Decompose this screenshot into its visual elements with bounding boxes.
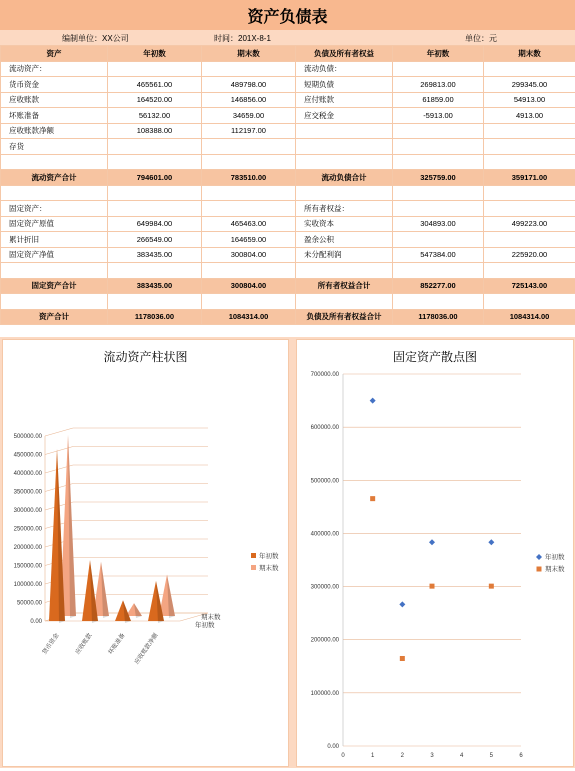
table-cell[interactable] xyxy=(202,139,296,155)
table-cell[interactable] xyxy=(1,263,108,279)
x-tick-label: 2 xyxy=(401,753,405,759)
table-cell[interactable]: 1178036.00 xyxy=(108,309,202,325)
table-header-row xyxy=(1,46,575,62)
table-cell[interactable] xyxy=(484,61,575,77)
y-tick-label: 500000.00 xyxy=(14,434,43,440)
table-row xyxy=(1,61,575,77)
table-cell[interactable] xyxy=(393,185,484,201)
table-cell[interactable] xyxy=(202,294,296,310)
table-cell[interactable]: 资产合计 xyxy=(1,309,108,325)
y-tick-label: 150000.00 xyxy=(14,564,43,570)
table-cell[interactable]: 325759.00 xyxy=(393,170,484,186)
table-cell[interactable]: 负债及所有者权益合计 xyxy=(296,309,393,325)
table-cell[interactable]: 34659.00 xyxy=(202,108,296,124)
table-cell[interactable]: 304893.00 xyxy=(393,216,484,232)
table-cell[interactable] xyxy=(202,263,296,279)
table-cell[interactable]: 流动资产合计 xyxy=(1,170,108,186)
x-tick-label: 货币资金 xyxy=(40,632,60,656)
table-cell[interactable]: 1084314.00 xyxy=(484,309,575,325)
table-row xyxy=(1,77,575,93)
table-row xyxy=(1,201,575,217)
scatter-point xyxy=(399,601,405,607)
y-tick-label: 450000.00 xyxy=(14,453,43,459)
table-cell[interactable]: 应收账款净额 xyxy=(1,123,108,139)
table-cell[interactable] xyxy=(108,139,202,155)
table-cell[interactable]: 未分配利润 xyxy=(296,247,393,263)
table-cell[interactable]: 383435.00 xyxy=(108,278,202,294)
table-cell[interactable] xyxy=(108,263,202,279)
table-cell[interactable] xyxy=(1,154,108,170)
table-row xyxy=(1,232,575,248)
column-header[interactable]: 期末数 xyxy=(484,46,575,62)
y-tick-label: 0.00 xyxy=(327,744,339,750)
scatter-chart-title: 固定资产散点图 xyxy=(297,348,573,365)
table-cell[interactable] xyxy=(393,294,484,310)
table-cell[interactable] xyxy=(484,201,575,217)
y-tick-label: 50000.00 xyxy=(17,601,43,607)
table-cell[interactable]: 266549.00 xyxy=(108,232,202,248)
scatter-chart-panel[interactable] xyxy=(296,339,574,767)
table-cell[interactable] xyxy=(296,154,393,170)
table-cell[interactable] xyxy=(202,201,296,217)
table-cell[interactable]: 225920.00 xyxy=(484,247,575,263)
table-cell[interactable] xyxy=(108,61,202,77)
table-cell[interactable] xyxy=(202,154,296,170)
table-cell[interactable] xyxy=(484,139,575,155)
table-cell[interactable]: 1178036.00 xyxy=(393,309,484,325)
x-tick-label: 5 xyxy=(490,753,494,759)
table-cell[interactable]: 725143.00 xyxy=(484,278,575,294)
table-cell[interactable]: 应付账款 xyxy=(296,92,393,108)
table-cell[interactable] xyxy=(484,232,575,248)
y-tick-label: 700000.00 xyxy=(311,372,340,378)
table-row xyxy=(1,170,575,186)
y-tick-label: 100000.00 xyxy=(311,691,340,697)
table-cell[interactable]: 300804.00 xyxy=(202,247,296,263)
table-row xyxy=(1,139,575,155)
table-cell[interactable]: 实收资本 xyxy=(296,216,393,232)
table-cell[interactable] xyxy=(108,154,202,170)
table-cell[interactable]: 56132.00 xyxy=(108,108,202,124)
table-cell[interactable]: 299345.00 xyxy=(484,77,575,93)
table-cell[interactable] xyxy=(393,201,484,217)
time-label: 时间：201X-8-1 xyxy=(214,33,271,44)
y-tick-label: 300000.00 xyxy=(14,508,43,514)
table-cell[interactable] xyxy=(484,294,575,310)
table-row xyxy=(1,309,575,325)
column-header[interactable]: 年初数 xyxy=(108,46,202,62)
table-cell[interactable]: 累计折旧 xyxy=(1,232,108,248)
bar-chart-panel[interactable] xyxy=(2,339,289,767)
table-cell[interactable] xyxy=(393,154,484,170)
table-cell[interactable]: 499223.00 xyxy=(484,216,575,232)
y-tick-label: 600000.00 xyxy=(311,425,340,431)
scatter-point xyxy=(370,496,375,501)
table-cell[interactable]: 流动负债： xyxy=(296,61,393,77)
table-cell[interactable] xyxy=(484,185,575,201)
column-header[interactable]: 资产 xyxy=(1,46,108,62)
table-cell[interactable]: 所有者权益： xyxy=(296,201,393,217)
table-cell[interactable]: 164659.00 xyxy=(202,232,296,248)
legend-swatch xyxy=(251,553,256,558)
table-row xyxy=(1,278,575,294)
scatter-point xyxy=(488,539,494,545)
column-header[interactable]: 负债及所有者权益 xyxy=(296,46,393,62)
bar-chart-title: 流动资产柱状图 xyxy=(3,348,288,365)
column-header[interactable]: 期末数 xyxy=(202,46,296,62)
table-cell[interactable]: 359171.00 xyxy=(484,170,575,186)
table-cell[interactable]: 应收账款 xyxy=(1,92,108,108)
y-tick-label: 100000.00 xyxy=(14,582,43,588)
table-cell[interactable]: 465463.00 xyxy=(202,216,296,232)
table-row xyxy=(1,263,575,279)
table-row xyxy=(1,247,575,263)
y-tick-label: 200000.00 xyxy=(14,545,43,551)
table-cell[interactable] xyxy=(393,263,484,279)
table-row xyxy=(1,123,575,139)
table-cell[interactable] xyxy=(108,294,202,310)
table-cell[interactable] xyxy=(108,201,202,217)
x-tick-label: 1 xyxy=(371,753,375,759)
balance-sheet-table xyxy=(0,45,575,325)
gridline xyxy=(45,428,73,436)
y-tick-label: 350000.00 xyxy=(14,490,43,496)
table-cell[interactable]: 300804.00 xyxy=(202,278,296,294)
table-cell[interactable]: 547384.00 xyxy=(393,247,484,263)
legend-swatch xyxy=(536,554,542,560)
table-cell[interactable]: 489798.00 xyxy=(202,77,296,93)
y-tick-label: 400000.00 xyxy=(14,471,43,477)
table-cell[interactable] xyxy=(393,139,484,155)
column-header[interactable]: 年初数 xyxy=(393,46,484,62)
table-row xyxy=(1,108,575,124)
table-row xyxy=(1,216,575,232)
table-cell[interactable]: 固定资产： xyxy=(1,201,108,217)
table-cell[interactable]: 383435.00 xyxy=(108,247,202,263)
x-tick-label: 4 xyxy=(460,753,464,759)
table-cell[interactable]: 流动负债合计 xyxy=(296,170,393,186)
sheet-title: 资产负债表 xyxy=(0,0,575,30)
table-cell[interactable] xyxy=(296,294,393,310)
scatter-point xyxy=(370,398,376,404)
table-cell[interactable]: 54913.00 xyxy=(484,92,575,108)
table-row xyxy=(1,154,575,170)
legend-label: 年初数 xyxy=(545,552,565,561)
scatter-point xyxy=(429,539,435,545)
scatter-point xyxy=(400,656,405,661)
table-cell[interactable]: -5913.00 xyxy=(393,108,484,124)
currency-label: 单位：元 xyxy=(465,33,497,44)
table-cell[interactable]: 坏账准备 xyxy=(1,108,108,124)
y-tick-label: 0.00 xyxy=(30,619,42,625)
table-cell[interactable]: 146856.00 xyxy=(202,92,296,108)
table-cell[interactable]: 短期负债 xyxy=(296,77,393,93)
y-tick-label: 200000.00 xyxy=(311,638,340,644)
table-cell[interactable]: 固定资产合计 xyxy=(1,278,108,294)
table-cell[interactable]: 112197.00 xyxy=(202,123,296,139)
table-cell[interactable] xyxy=(393,61,484,77)
table-cell[interactable]: 盈余公积 xyxy=(296,232,393,248)
table-row xyxy=(1,92,575,108)
table-cell[interactable] xyxy=(393,232,484,248)
table-row xyxy=(1,185,575,201)
table-cell[interactable]: 852277.00 xyxy=(393,278,484,294)
table-cell[interactable]: 所有者权益合计 xyxy=(296,278,393,294)
x-tick-label: 0 xyxy=(341,753,345,759)
table-cell[interactable]: 783510.00 xyxy=(202,170,296,186)
table-cell[interactable] xyxy=(296,123,393,139)
legend-label: 期末数 xyxy=(545,564,565,573)
scatter-point xyxy=(489,584,494,589)
table-cell[interactable]: 固定资产原值 xyxy=(1,216,108,232)
legend-swatch xyxy=(537,567,542,572)
x-tick-label: 坏账准备 xyxy=(106,632,126,656)
scatter-chart xyxy=(297,340,573,766)
table-cell[interactable]: 465561.00 xyxy=(108,77,202,93)
table-cell[interactable] xyxy=(393,123,484,139)
table-cell[interactable] xyxy=(1,294,108,310)
table-cell[interactable]: 164520.00 xyxy=(108,92,202,108)
x-tick-label: 6 xyxy=(519,753,523,759)
table-cell[interactable]: 货币资金 xyxy=(1,77,108,93)
table-cell[interactable]: 269813.00 xyxy=(393,77,484,93)
sheet-subheader xyxy=(0,30,575,45)
depth-label: 年初数 xyxy=(195,620,215,629)
table-cell[interactable] xyxy=(1,185,108,201)
y-tick-label: 300000.00 xyxy=(311,585,340,591)
table-cell[interactable]: 1084314.00 xyxy=(202,309,296,325)
legend-label: 年初数 xyxy=(259,551,279,560)
table-cell[interactable]: 4913.00 xyxy=(484,108,575,124)
x-tick-label: 应收账款 xyxy=(73,632,93,656)
table-cell[interactable]: 存货 xyxy=(1,139,108,155)
table-cell[interactable] xyxy=(296,263,393,279)
y-tick-label: 500000.00 xyxy=(311,478,340,484)
y-tick-label: 250000.00 xyxy=(14,527,43,533)
x-tick-label: 3 xyxy=(430,753,434,759)
table-cell[interactable] xyxy=(108,185,202,201)
table-cell[interactable] xyxy=(484,154,575,170)
table-cell[interactable]: 流动资产： xyxy=(1,61,108,77)
table-cell[interactable] xyxy=(296,185,393,201)
table-cell[interactable]: 61859.00 xyxy=(393,92,484,108)
table-cell[interactable]: 应交税金 xyxy=(296,108,393,124)
table-cell[interactable] xyxy=(484,263,575,279)
legend-swatch xyxy=(251,565,256,570)
bar-chart xyxy=(3,340,288,766)
depth-label: 期末数 xyxy=(201,612,221,621)
y-tick-label: 400000.00 xyxy=(311,531,340,537)
table-cell[interactable] xyxy=(202,61,296,77)
table-cell[interactable]: 649984.00 xyxy=(108,216,202,232)
legend-label: 期末数 xyxy=(259,563,279,572)
company-label: 编制单位：XX公司 xyxy=(62,33,129,44)
table-row xyxy=(1,294,575,310)
table-cell[interactable] xyxy=(296,139,393,155)
table-cell[interactable]: 固定资产净值 xyxy=(1,247,108,263)
table-cell[interactable]: 108388.00 xyxy=(108,123,202,139)
scatter-point xyxy=(430,584,435,589)
x-tick-label: 应收账款净额 xyxy=(132,631,160,666)
table-cell[interactable] xyxy=(484,123,575,139)
table-cell[interactable]: 794601.00 xyxy=(108,170,202,186)
charts-area xyxy=(0,337,575,768)
table-cell[interactable] xyxy=(202,185,296,201)
